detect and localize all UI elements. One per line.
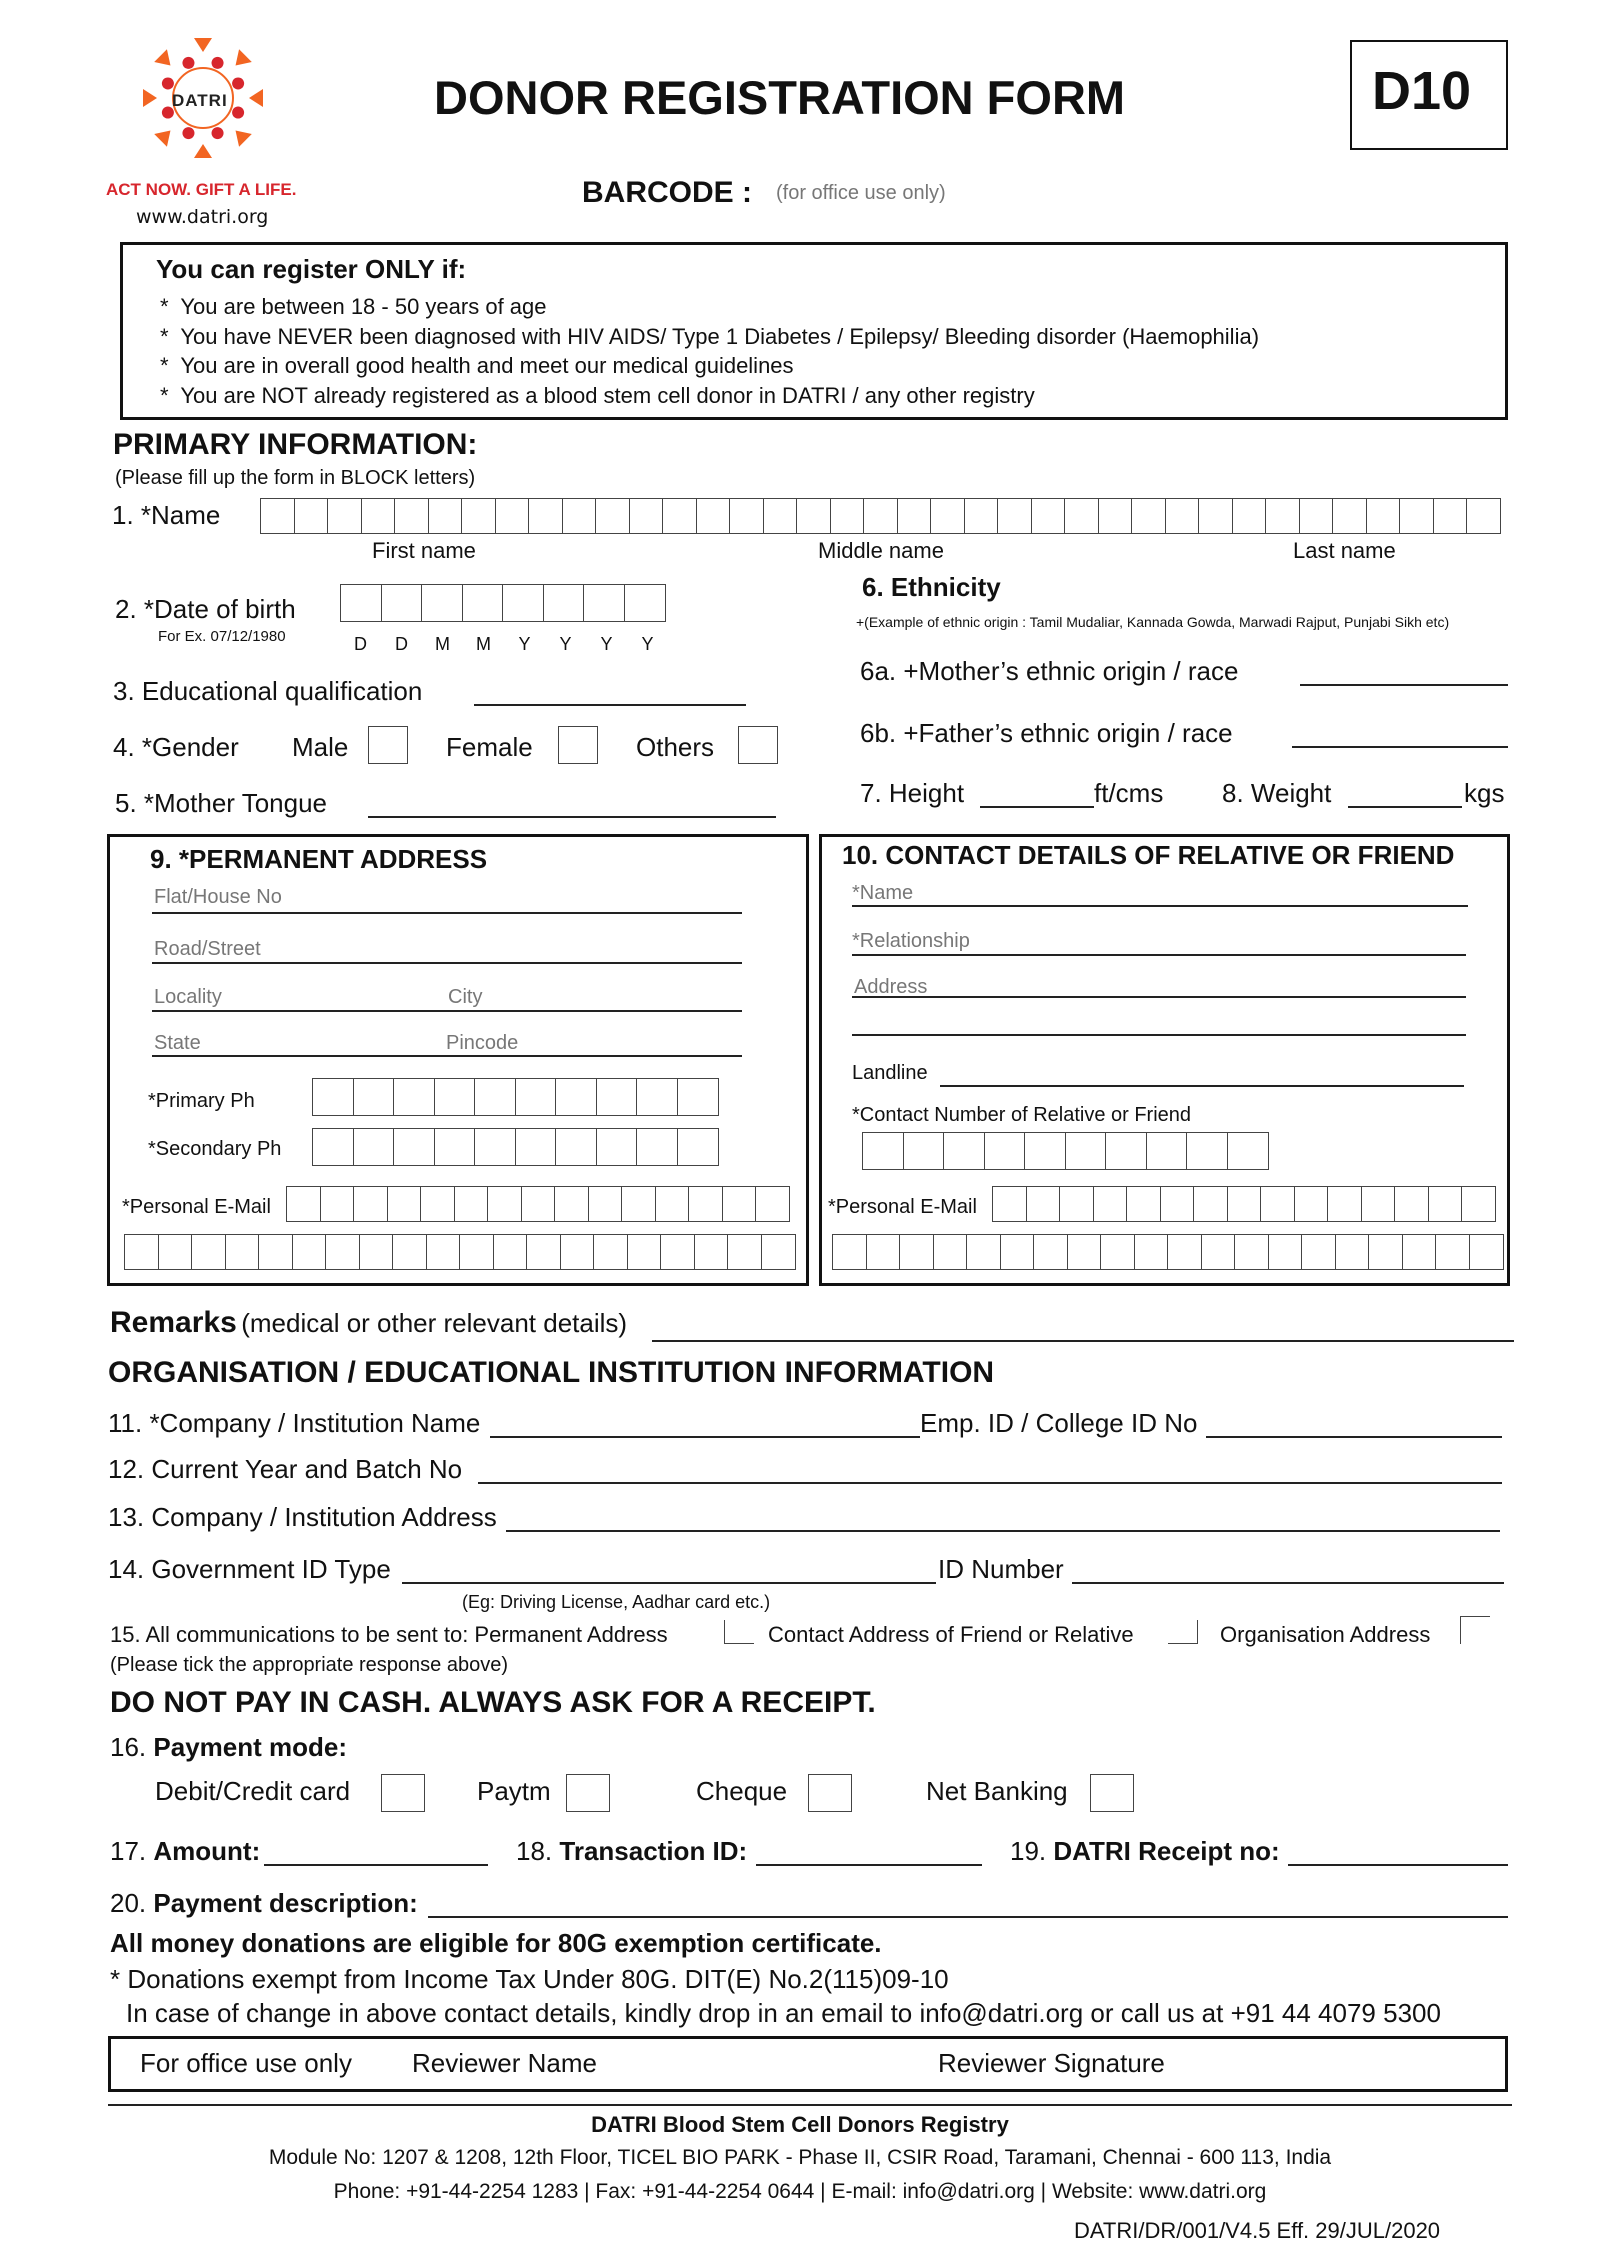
entry-cell[interactable] [555,1078,597,1116]
company-address-line[interactable] [506,1530,1500,1532]
relationship-label: *Relationship [852,930,970,952]
pincode-label: Pincode [446,1032,519,1054]
entry-cell[interactable] [340,584,382,622]
emp-id-line[interactable] [1206,1436,1502,1438]
flat-line[interactable] [152,912,742,914]
father-ethnic-label: 6b. +Father’s ethnic origin / race [860,718,1233,748]
entry-cell[interactable] [158,1234,193,1270]
landline-label: Landline [852,1062,928,1084]
entry-cell[interactable] [353,1078,395,1116]
entry-cell[interactable] [729,498,764,534]
entry-cell[interactable] [528,498,563,534]
entry-cell[interactable] [696,498,731,534]
primary-heading: PRIMARY INFORMATION: [113,428,478,461]
weight-label: 8. Weight [1222,778,1332,808]
entry-cell[interactable] [426,1234,461,1270]
entry-cell[interactable] [964,498,999,534]
entry-cell[interactable] [761,1234,796,1270]
gov-id-example: (Eg: Driving License, Aadhar card etc.) [462,1592,771,1612]
entry-cell[interactable] [434,1078,476,1116]
entry-cell[interactable] [421,584,463,622]
locality-label: Locality [154,986,222,1008]
entry-cell[interactable] [1026,1186,1061,1222]
entry-cell[interactable] [1098,498,1133,534]
relationship-line[interactable] [852,954,1466,956]
change-note: In case of change in above contact details, kindly drop in an email to info@datri.org or call us at +91 44 4079 5300 [126,1998,1441,2028]
id-number-line[interactable] [1072,1582,1504,1584]
entry-cell[interactable] [1294,1186,1329,1222]
entry-cell[interactable] [1064,498,1099,534]
contact-name-line[interactable] [852,905,1468,907]
amount-line[interactable] [264,1864,488,1866]
entry-cell[interactable] [1201,1234,1236,1270]
entry-cell[interactable] [562,498,597,534]
secondary-phone-label: *Secondary Ph [148,1138,282,1160]
entry-cell[interactable] [1067,1234,1102,1270]
entry-cell[interactable] [495,498,530,534]
entry-cell[interactable] [1232,498,1267,534]
entry-cell[interactable] [1469,1234,1504,1270]
id-number-label: ID Number [938,1554,1064,1584]
entry-cell[interactable] [381,584,423,622]
dob-letter: Y [600,634,613,654]
primary-phone-cells[interactable] [312,1078,717,1116]
entry-cell[interactable] [1186,1132,1228,1170]
entry-cell[interactable] [420,1186,455,1222]
eligibility-heading: You can register ONLY if: [156,254,467,284]
entry-cell[interactable] [543,584,585,622]
entry-cell[interactable] [1024,1132,1066,1170]
organisation-heading: ORGANISATION / EDUCATIONAL INSTITUTION INFORMATION [108,1356,995,1389]
entry-cell[interactable] [555,1128,597,1166]
entry-cell[interactable] [830,498,865,534]
remarks-line[interactable] [652,1340,1514,1342]
entry-cell[interactable] [636,1078,678,1116]
entry-cell[interactable] [636,1128,678,1166]
payment-mode [110,1732,347,1763]
flat-label: Flat/House No [154,886,282,908]
height-line[interactable] [980,806,1094,808]
comm-org-label: Organisation Address [1220,1622,1431,1647]
entry-cell[interactable] [1332,498,1367,534]
middle-name-label: Middle name [818,538,944,563]
locality-city-line[interactable] [152,1010,742,1012]
entry-cell[interactable] [1227,1132,1269,1170]
amount-label: Amount: [153,1836,261,1866]
payment-mode-label: Payment mode: [153,1732,347,1762]
entry-cell[interactable] [459,1234,494,1270]
entry-cell[interactable] [1198,498,1233,534]
entry-cell[interactable] [595,498,630,534]
entry-cell[interactable] [387,1186,422,1222]
office-use-label: For office use only [140,2048,352,2078]
dob-letter: M [435,634,450,654]
entry-cell[interactable] [359,1234,394,1270]
entry-cell[interactable] [1366,498,1401,534]
height-unit: ft/cms [1094,778,1164,808]
entry-cell[interactable] [1165,498,1200,534]
entry-cell[interactable] [832,1234,867,1270]
entry-cell[interactable] [583,584,625,622]
amount [110,1836,260,1867]
dob-letter: Y [518,634,531,654]
entry-cell[interactable] [325,1234,360,1270]
entry-cell[interactable] [1265,498,1300,534]
entry-cell[interactable] [1368,1234,1403,1270]
entry-cell[interactable] [124,1234,159,1270]
secondary-phone-cells[interactable] [312,1128,717,1166]
city-label: City [448,986,483,1008]
comm-permanent-checkbox[interactable] [724,1620,754,1644]
entry-cell[interactable] [688,1186,723,1222]
comm-org-checkbox[interactable] [1460,1616,1490,1644]
mode-debit-label: Debit/Credit card [155,1776,351,1806]
contact-email-cells-1[interactable] [992,1186,1495,1222]
mode-cheque-checkbox[interactable] [808,1774,852,1812]
entry-cell[interactable] [694,1234,729,1270]
entry-cell[interactable] [1399,498,1434,534]
entry-cell[interactable] [286,1186,321,1222]
gender-male-checkbox[interactable] [368,726,408,764]
logo-text: DATRI [172,91,228,110]
eligibility-item: * You are in overall good health and meet our medical guidelines [160,353,794,378]
entry-cell[interactable] [1100,1234,1135,1270]
entry-cell[interactable] [1126,1186,1161,1222]
address-email-cells-2[interactable] [124,1234,794,1270]
payment-description-number: 20. [110,1888,147,1918]
entry-cell[interactable] [434,1128,476,1166]
mother-ethnic-label: 6a. +Mother’s ethnic origin / race [860,656,1239,686]
gender-others-checkbox[interactable] [738,726,778,764]
entry-cell[interactable] [1105,1132,1147,1170]
entry-cell[interactable] [560,1234,595,1270]
dob-letter: D [395,634,408,654]
exemption-note: All money donations are eligible for 80G exemption certificate. [110,1928,882,1958]
entry-cell[interactable] [1031,498,1066,534]
entry-cell[interactable] [1402,1234,1437,1270]
weight-line[interactable] [1348,806,1462,808]
entry-cell[interactable] [393,1128,435,1166]
transaction-line[interactable] [756,1864,982,1866]
entry-cell[interactable] [1435,1234,1470,1270]
entry-cell[interactable] [1033,1234,1068,1270]
entry-cell[interactable] [526,1234,561,1270]
ethnicity-example: +(Example of ethnic origin : Tamil Mudaliar, Kannada Gowda, Marwadi Rajput, Punjabi Sikh etc) [856,614,1450,630]
contact-number-label: *Contact Number of Relative or Friend [852,1104,1192,1126]
entry-cell[interactable] [655,1186,690,1222]
footer-org: DATRI Blood Stem Cell Donors Registry [591,2112,1009,2137]
entry-cell[interactable] [596,1078,638,1116]
entry-cell[interactable] [997,498,1032,534]
entry-cell[interactable] [862,1132,904,1170]
mode-netbanking-checkbox[interactable] [1090,1774,1134,1812]
entry-cell[interactable] [899,1234,934,1270]
entry-cell[interactable] [943,1132,985,1170]
education-line[interactable] [474,704,746,706]
address-heading: 9. *PERMANENT ADDRESS [150,844,488,874]
barcode-note: (for office use only) [776,182,946,204]
primary-phone-label: *Primary Ph [148,1090,255,1112]
dob-label: 2. *Date of birth [115,594,296,624]
barcode-label: BARCODE : [582,176,752,209]
dob-letters [340,634,668,655]
entry-cell[interactable] [487,1186,522,1222]
mode-netbanking-label: Net Banking [926,1776,1068,1806]
entry-cell[interactable] [1193,1186,1228,1222]
name-label: 1. *Name [112,500,221,530]
eligibility-item: * You have NEVER been diagnosed with HIV AIDS/ Type 1 Diabetes / Epilepsy/ Bleeding disorder (Haemophilia) [160,323,1260,349]
entry-cell[interactable] [353,1186,388,1222]
entry-cell[interactable] [462,584,504,622]
primary-note: (Please fill up the form in BLOCK letters) [115,467,476,489]
entry-cell[interactable] [1268,1234,1303,1270]
entry-cell[interactable] [1131,498,1166,534]
gov-id-type-line[interactable] [402,1582,936,1584]
entry-cell[interactable] [493,1234,528,1270]
entry-cell[interactable] [1299,498,1334,534]
payment-description-label: Payment description: [153,1888,418,1918]
entry-cell[interactable] [1000,1234,1035,1270]
transaction [516,1836,747,1867]
footer-contact: Phone: +91-44-2254 1283 | Fax: +91-44-2254 0644 | E-mail: info@datri.org | Website: www.datri.org [333,2180,1267,2203]
reviewer-signature-label: Reviewer Signature [938,2048,1165,2078]
entry-cell[interactable] [1466,498,1501,534]
entry-cell[interactable] [515,1078,557,1116]
batch-line[interactable] [478,1482,1502,1484]
receipt-label: DATRI Receipt no: [1053,1836,1280,1866]
entry-cell[interactable] [1227,1186,1262,1222]
entry-cell[interactable] [755,1186,790,1222]
gender-female-checkbox[interactable] [558,726,598,764]
address-email-cells-1[interactable] [286,1186,789,1222]
tax-note: * Donations exempt from Income Tax Under 80G. DIT(E) No.2(115)09-10 [110,1964,949,1994]
entry-cell[interactable] [393,1078,435,1116]
first-name-label: First name [372,538,476,563]
payment-mode-number: 16. [110,1732,147,1762]
entry-cell[interactable] [1065,1132,1107,1170]
entry-cell[interactable] [1335,1234,1370,1270]
weight-unit: kgs [1464,778,1505,808]
entry-cell[interactable] [866,1234,901,1270]
entry-cell[interactable] [320,1186,355,1222]
transaction-number: 18. [516,1836,553,1866]
comm-contact-label: Contact Address of Friend or Relative [768,1622,1134,1647]
tagline: ACT NOW. GIFT A LIFE. [106,180,297,199]
entry-cell[interactable] [1234,1234,1269,1270]
contact-address-line-2[interactable] [852,1034,1466,1036]
entry-cell[interactable] [662,498,697,534]
emp-id-label: Emp. ID / College ID No [920,1408,1198,1438]
entry-cell[interactable] [1428,1186,1463,1222]
entry-cell[interactable] [1160,1186,1195,1222]
gender-option-others: Others [636,732,715,762]
entry-cell[interactable] [1093,1186,1128,1222]
state-label: State [154,1032,201,1054]
dob-letter: D [354,634,367,654]
dob-letter: Y [641,634,654,654]
remarks [110,1306,627,1340]
entry-cell[interactable] [1059,1186,1094,1222]
entry-cell[interactable] [312,1078,354,1116]
mother-tongue-line[interactable] [368,816,776,818]
dob-letter: Y [559,634,572,654]
entry-cell[interactable] [353,1128,395,1166]
gender-option-female: Female [446,732,533,762]
entry-cell[interactable] [596,1128,638,1166]
entry-cell[interactable] [677,1078,719,1116]
entry-cell[interactable] [515,1128,557,1166]
name-cells[interactable] [260,498,1500,534]
landline-line[interactable] [940,1085,1464,1087]
company-address-label: 13. Company / Institution Address [108,1502,497,1532]
father-ethnic-line[interactable] [1292,746,1508,748]
entry-cell[interactable] [461,498,496,534]
entry-cell[interactable] [258,1234,293,1270]
entry-cell[interactable] [292,1234,327,1270]
entry-cell[interactable] [502,584,544,622]
remarks-label: Remarks [110,1306,237,1339]
entry-cell[interactable] [394,498,429,534]
entry-cell[interactable] [260,498,295,534]
entry-cell[interactable] [627,1234,662,1270]
entry-cell[interactable] [727,1234,762,1270]
road-line[interactable] [152,962,742,964]
last-name-label: Last name [1293,538,1396,563]
entry-cell[interactable] [392,1234,427,1270]
mode-cheque-label: Cheque [696,1776,788,1806]
entry-cell[interactable] [624,584,666,622]
page-title: DONOR REGISTRATION FORM [434,71,1126,124]
height-label: 7. Height [860,778,965,808]
transaction-label: Transaction ID: [559,1836,748,1866]
entry-cell[interactable] [191,1234,226,1270]
mode-paytm-label: Paytm [477,1776,551,1806]
mode-debit-checkbox[interactable] [381,1774,425,1812]
entry-cell[interactable] [1301,1234,1336,1270]
batch-label: 12. Current Year and Batch No [108,1454,463,1484]
contact-email-cells-2[interactable] [832,1234,1502,1270]
entry-cell[interactable] [428,498,463,534]
entry-cell[interactable] [474,1128,516,1166]
contact-name-label: *Name [852,882,914,904]
comm-note: (Please tick the appropriate response above) [110,1654,509,1676]
entry-cell[interactable] [588,1186,623,1222]
contact-email-label: *Personal E-Mail [828,1196,977,1218]
mother-tongue-label: 5. *Mother Tongue [115,788,327,818]
entry-cell[interactable] [992,1186,1027,1222]
doc-code: DATRI/DR/001/V4.5 Eff. 29/JUL/2020 [1074,2218,1441,2243]
entry-cell[interactable] [1433,498,1468,534]
entry-cell[interactable] [966,1234,1001,1270]
contact-address-line-1[interactable] [852,996,1466,998]
entry-cell[interactable] [327,498,362,534]
entry-cell[interactable] [593,1234,628,1270]
remarks-note: (medical or other relevant details) [241,1308,628,1338]
education-label: 3. Educational qualification [113,676,423,706]
dob-letter: M [476,634,491,654]
eligibility-item: * You are NOT already registered as a blood stem cell donor in DATRI / any other registry [160,382,1035,408]
entry-cell[interactable] [521,1186,556,1222]
mode-paytm-checkbox[interactable] [566,1774,610,1812]
footer-address: Module No: 1207 & 1208, 12th Floor, TICEL BIO PARK - Phase II, CSIR Road, Taramani, Chennai - 600 113, India [268,2146,1332,2169]
website: www.datri.org [136,206,269,228]
comm-contact-checkbox[interactable] [1168,1620,1198,1644]
entry-cell[interactable] [621,1186,656,1222]
entry-cell[interactable] [454,1186,489,1222]
gov-id-type-label: 14. Government ID Type [108,1554,391,1584]
entry-cell[interactable] [933,1234,968,1270]
road-label: Road/Street [154,938,261,960]
company-name-line[interactable] [490,1436,920,1438]
entry-cell[interactable] [474,1078,516,1116]
entry-cell[interactable] [1134,1234,1169,1270]
entry-cell[interactable] [1327,1186,1362,1222]
entry-cell[interactable] [1167,1234,1202,1270]
receipt [1010,1836,1280,1867]
payment-description [110,1888,418,1919]
payment-description-line[interactable] [428,1916,1508,1918]
entry-cell[interactable] [897,498,932,534]
receipt-number: 19. [1010,1836,1047,1866]
entry-cell[interactable] [1260,1186,1295,1222]
mother-ethnic-line[interactable] [1300,684,1508,686]
payment-warning: DO NOT PAY IN CASH. ALWAYS ASK FOR A RECEIPT. [110,1686,876,1719]
form-code-box [1350,40,1508,150]
gender-option-male: Male [292,732,349,762]
contact-address-label: Address [854,976,928,998]
eligibility-list [160,292,1259,410]
entry-cell[interactable] [930,498,965,534]
entry-cell[interactable] [677,1128,719,1166]
reviewer-name-label: Reviewer Name [412,2048,597,2078]
entry-cell[interactable] [361,498,396,534]
entry-cell[interactable] [1461,1186,1496,1222]
entry-cell[interactable] [796,498,831,534]
entry-cell[interactable] [903,1132,945,1170]
receipt-line[interactable] [1288,1864,1508,1866]
entry-cell[interactable] [660,1234,695,1270]
amount-number: 17. [110,1836,147,1866]
entry-cell[interactable] [1394,1186,1429,1222]
entry-cell[interactable] [554,1186,589,1222]
entry-cell[interactable] [1361,1186,1396,1222]
footer-divider [108,2104,1512,2106]
entry-cell[interactable] [312,1128,354,1166]
comm-permanent-label: 15. All communications to be sent to: Permanent Address [110,1622,668,1647]
entry-cell[interactable] [722,1186,757,1222]
eligibility-item: * You are between 18 - 50 years of age [160,294,547,319]
state-pincode-line[interactable] [152,1055,742,1057]
entry-cell[interactable] [629,498,664,534]
entry-cell[interactable] [984,1132,1026,1170]
entry-cell[interactable] [863,498,898,534]
contact-heading: 10. CONTACT DETAILS OF RELATIVE OR FRIEND [842,840,1455,870]
entry-cell[interactable] [225,1234,260,1270]
contact-number-cells[interactable] [862,1132,1267,1170]
form-code: D10 [1372,61,1472,121]
dob-example: For Ex. 07/12/1980 [158,628,286,645]
entry-cell[interactable] [763,498,798,534]
dob-cells[interactable] [340,584,664,622]
entry-cell[interactable] [294,498,329,534]
gender-label: 4. *Gender [113,732,239,762]
entry-cell[interactable] [1146,1132,1188,1170]
ethnicity-label: 6. Ethnicity [862,572,1001,602]
company-name-label: 11. *Company / Institution Name [108,1408,481,1438]
address-email-label: *Personal E-Mail [122,1196,271,1218]
